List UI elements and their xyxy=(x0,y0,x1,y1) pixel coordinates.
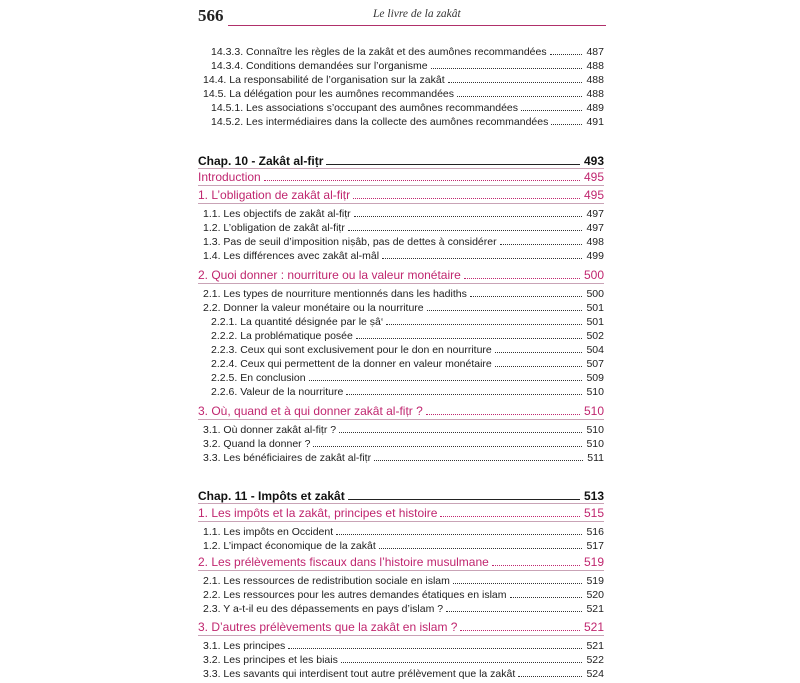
toc-entry-title: 3.1. Où donner zakât al-fiṭr ? xyxy=(203,424,337,436)
toc-entry-page: 487 xyxy=(586,46,604,58)
toc-entry xyxy=(198,220,604,235)
toc-entry-title: Chap. 11 - Impôts et zakât xyxy=(198,489,345,503)
toc-entry xyxy=(198,286,604,301)
toc-leader-dots xyxy=(427,300,583,311)
toc-leader-rule xyxy=(326,153,580,165)
toc-entry xyxy=(198,404,604,418)
toc-entry-page: 521 xyxy=(586,603,604,615)
toc-entry-title: 1.4. Les différences avec zakât al-mâl xyxy=(203,250,380,262)
toc-entry-title: 14.3.3. Connaître les règles de la zakât et des aumônes recommandées xyxy=(211,46,547,58)
toc-leader-dots xyxy=(460,620,580,631)
toc-entry xyxy=(198,601,604,616)
toc-entry-page: 497 xyxy=(586,208,604,220)
toc-entry xyxy=(198,234,604,249)
toc-entry-title: 3.1. Les principes xyxy=(203,640,286,652)
toc-separator xyxy=(198,283,604,284)
toc-leader-dots xyxy=(264,170,580,181)
toc-separator xyxy=(198,503,604,504)
toc-entry-title: 2.2.3. Ceux qui sont exclusivement pour le don en nourriture xyxy=(211,344,492,356)
toc-entry-page: 511 xyxy=(587,452,604,464)
toc-entry-page: 516 xyxy=(586,526,604,538)
toc-leader-dots xyxy=(495,356,583,367)
toc-entry-page: 510 xyxy=(586,386,604,398)
toc-entry-page: 501 xyxy=(586,302,604,314)
toc-leader-dots xyxy=(440,506,580,517)
toc-entry-title: 1.2. L’impact économique de la zakât xyxy=(203,540,376,552)
toc-entry xyxy=(198,384,604,399)
toc-entry-title: 1.2. L’obligation de zakât al-fiṭr xyxy=(203,222,345,234)
toc-entry-page: 495 xyxy=(583,188,604,202)
toc-entry xyxy=(198,100,604,115)
toc-entry-page: 504 xyxy=(586,344,604,356)
toc-leader-dots xyxy=(379,538,583,549)
toc-entry-page: 502 xyxy=(586,330,604,342)
toc-leader-dots xyxy=(341,652,583,663)
toc-leader-dots xyxy=(354,206,583,217)
toc-entry xyxy=(198,114,604,129)
toc-entry-page: 521 xyxy=(586,640,604,652)
toc-leader-dots xyxy=(457,86,582,97)
toc-entry-page: 519 xyxy=(583,555,604,569)
toc-entry-page: 497 xyxy=(586,222,604,234)
toc-leader-dots xyxy=(470,286,583,297)
toc-entry xyxy=(198,86,604,101)
toc-entry xyxy=(198,314,604,329)
toc-leader-dots xyxy=(336,524,582,535)
toc-leader-dots xyxy=(356,328,583,339)
toc-entry xyxy=(198,620,604,634)
toc-entry-page: 500 xyxy=(586,288,604,300)
toc-leader-rule xyxy=(348,488,580,500)
page-number: 566 xyxy=(198,6,224,25)
toc-entry-title: 1.1. Les impôts en Occident xyxy=(203,526,334,538)
toc-entry-page: 500 xyxy=(583,268,604,282)
page-header xyxy=(198,3,606,29)
toc-entry xyxy=(198,370,604,385)
toc-entry-title: 2.2.6. Valeur de la nourriture xyxy=(211,386,344,398)
toc-entry-title: 3. D’autres prélèvements que la zakât en islam ? xyxy=(198,620,458,634)
toc-leader-dots xyxy=(500,234,583,245)
toc-entry xyxy=(198,268,604,282)
toc-entry xyxy=(198,188,604,202)
toc-leader-dots xyxy=(374,450,583,461)
toc-entry xyxy=(198,666,604,681)
toc-entry-page: 493 xyxy=(583,154,604,168)
toc-entry xyxy=(198,538,604,553)
toc-entry-page: 501 xyxy=(586,316,604,328)
toc-entry xyxy=(198,206,604,221)
toc-separator xyxy=(198,521,604,522)
toc-entry-title: 2.1. Les ressources de redistribution sociale en islam xyxy=(203,575,450,587)
toc-entry-page: 507 xyxy=(586,358,604,370)
toc-leader-dots xyxy=(309,370,583,381)
toc-entry-title: 2. Quoi donner : nourriture ou la valeur monétaire xyxy=(198,268,461,282)
toc-entry-title: 3.2. Les principes et les biais xyxy=(203,654,338,666)
toc-chapter-entry xyxy=(198,153,604,168)
toc-leader-dots xyxy=(550,44,583,55)
toc-entry-page: 488 xyxy=(586,88,604,100)
toc-separator xyxy=(198,168,604,169)
toc-entry-title: 1. Les impôts et la zakât, principes et histoire xyxy=(198,506,438,520)
toc-leader-dots xyxy=(453,573,583,584)
toc-entry xyxy=(198,58,604,73)
toc-entry xyxy=(198,328,604,343)
toc-chapter-entry xyxy=(198,488,604,503)
toc-leader-dots xyxy=(510,587,583,598)
toc-entry-title: 2.2.1. La quantité désignée par le ṣâ‘ xyxy=(211,316,384,328)
toc-separator xyxy=(198,419,604,420)
toc-entry-page: 521 xyxy=(583,620,604,634)
toc-entry xyxy=(198,652,604,667)
toc-entry-title: Chap. 10 - Zakât al-fiṭr xyxy=(198,154,324,168)
toc-entry-title: 2.2. Donner la valeur monétaire ou la nourriture xyxy=(203,302,424,314)
toc-entry-title: 1.1. Les objectifs de zakât al-fiṭr xyxy=(203,208,351,220)
toc-entry-title: 14.5.2. Les intermédiaires dans la collecte des aumônes recommandées xyxy=(211,116,549,128)
toc-separator xyxy=(198,635,604,636)
toc-entry xyxy=(198,300,604,315)
toc-entry xyxy=(198,555,604,569)
toc-entry-title: 3. Où, quand et à qui donner zakât al-fiṭr ? xyxy=(198,404,423,418)
toc-entry xyxy=(198,524,604,539)
toc-leader-dots xyxy=(382,248,582,259)
header-rule xyxy=(228,25,606,26)
toc-separator xyxy=(198,185,604,186)
toc-entry-title: 2.3. Y a-t-il eu des dépassements en pays d’islam ? xyxy=(203,603,444,615)
toc-entry-page: 510 xyxy=(583,404,604,418)
toc-entry-title: 3.2. Quand la donner ? xyxy=(203,438,311,450)
toc-entry-title: 2. Les prélèvements fiscaux dans l’histoire musulmane xyxy=(198,555,489,569)
toc-entry-title: 2.2.5. En conclusion xyxy=(211,372,306,384)
toc-entry-page: 488 xyxy=(586,60,604,72)
toc-entry-page: 520 xyxy=(586,589,604,601)
toc-entry xyxy=(198,72,604,87)
toc-entry-title: 14.3.4. Conditions demandées sur l’organisme xyxy=(211,60,428,72)
toc-entry xyxy=(198,356,604,371)
toc-separator xyxy=(198,570,604,571)
toc-leader-dots xyxy=(426,404,580,415)
running-title: Le livre de la zakât xyxy=(373,8,461,20)
toc-separator xyxy=(198,203,604,204)
toc-leader-dots xyxy=(353,188,580,199)
toc-entry-title: 2.2.4. Ceux qui permettent de la donner en valeur monétaire xyxy=(211,358,492,370)
toc-leader-dots xyxy=(464,268,580,279)
toc-leader-dots xyxy=(551,114,582,125)
toc-entry xyxy=(198,638,604,653)
toc-leader-dots xyxy=(431,58,583,69)
toc-entry-page: 510 xyxy=(586,438,604,450)
toc-entry-title: 1. L’obligation de zakât al-fiṭr xyxy=(198,188,351,202)
toc-entry-title: 3.3. Les bénéficiaires de zakât al-fiṭr xyxy=(203,452,372,464)
toc-entry-page: 510 xyxy=(586,424,604,436)
toc-leader-dots xyxy=(495,342,583,353)
toc-entry-page: 515 xyxy=(583,506,604,520)
toc-entry xyxy=(198,506,604,520)
toc-entry xyxy=(198,422,604,437)
toc-entry-title: 14.5.1. Les associations s’occupant des aumônes recommandées xyxy=(211,102,519,114)
toc-leader-dots xyxy=(288,638,582,649)
toc-entry-page: 489 xyxy=(586,102,604,114)
toc-entry-page: 495 xyxy=(583,170,604,184)
toc-entry-title: 3.3. Les savants qui interdisent tout autre prélèvement que la zakât xyxy=(203,668,516,680)
toc-entry-title: 14.4. La responsabilité de l’organisation sur la zakât xyxy=(203,74,445,86)
toc-entry-page: 519 xyxy=(586,575,604,587)
toc-leader-dots xyxy=(386,314,582,325)
toc-entry-title: 2.2.2. La problématique posée xyxy=(211,330,353,342)
toc-entry-page: 498 xyxy=(586,236,604,248)
toc-entry-title: 2.1. Les types de nourriture mentionnés dans les hadiths xyxy=(203,288,467,300)
toc-leader-dots xyxy=(446,601,582,612)
toc-leader-dots xyxy=(448,72,583,83)
toc-entry-title: 2.2. Les ressources pour les autres demandes étatiques en islam xyxy=(203,589,507,601)
toc-leader-dots xyxy=(339,422,582,433)
toc-leader-dots xyxy=(518,666,582,677)
toc-entry xyxy=(198,450,604,465)
toc-entry-page: 517 xyxy=(586,540,604,552)
toc-entry-page: 524 xyxy=(586,668,604,680)
toc-entry xyxy=(198,587,604,602)
toc-entry-title: 1.3. Pas de seuil d’imposition niṣâb, pas de dettes à considérer xyxy=(203,236,497,248)
toc-leader-dots xyxy=(313,436,582,447)
toc-entry-page: 499 xyxy=(586,250,604,262)
toc-entry-page: 522 xyxy=(586,654,604,666)
toc-entry xyxy=(198,44,604,59)
toc-entry-page: 509 xyxy=(586,372,604,384)
toc-leader-dots xyxy=(492,555,580,566)
toc-entry xyxy=(198,573,604,588)
toc-entry xyxy=(198,170,604,184)
toc-entry-title: Introduction xyxy=(198,170,261,184)
toc-leader-dots xyxy=(346,384,582,395)
toc-leader-dots xyxy=(348,220,583,231)
toc-entry-page: 491 xyxy=(586,116,604,128)
toc-entry xyxy=(198,248,604,263)
toc-entry-page: 513 xyxy=(583,489,604,503)
toc-entry xyxy=(198,342,604,357)
toc-entry-page: 488 xyxy=(586,74,604,86)
toc-leader-dots xyxy=(521,100,582,111)
toc-entry xyxy=(198,436,604,451)
toc-entry-title: 14.5. La délégation pour les aumônes recommandées xyxy=(203,88,454,100)
